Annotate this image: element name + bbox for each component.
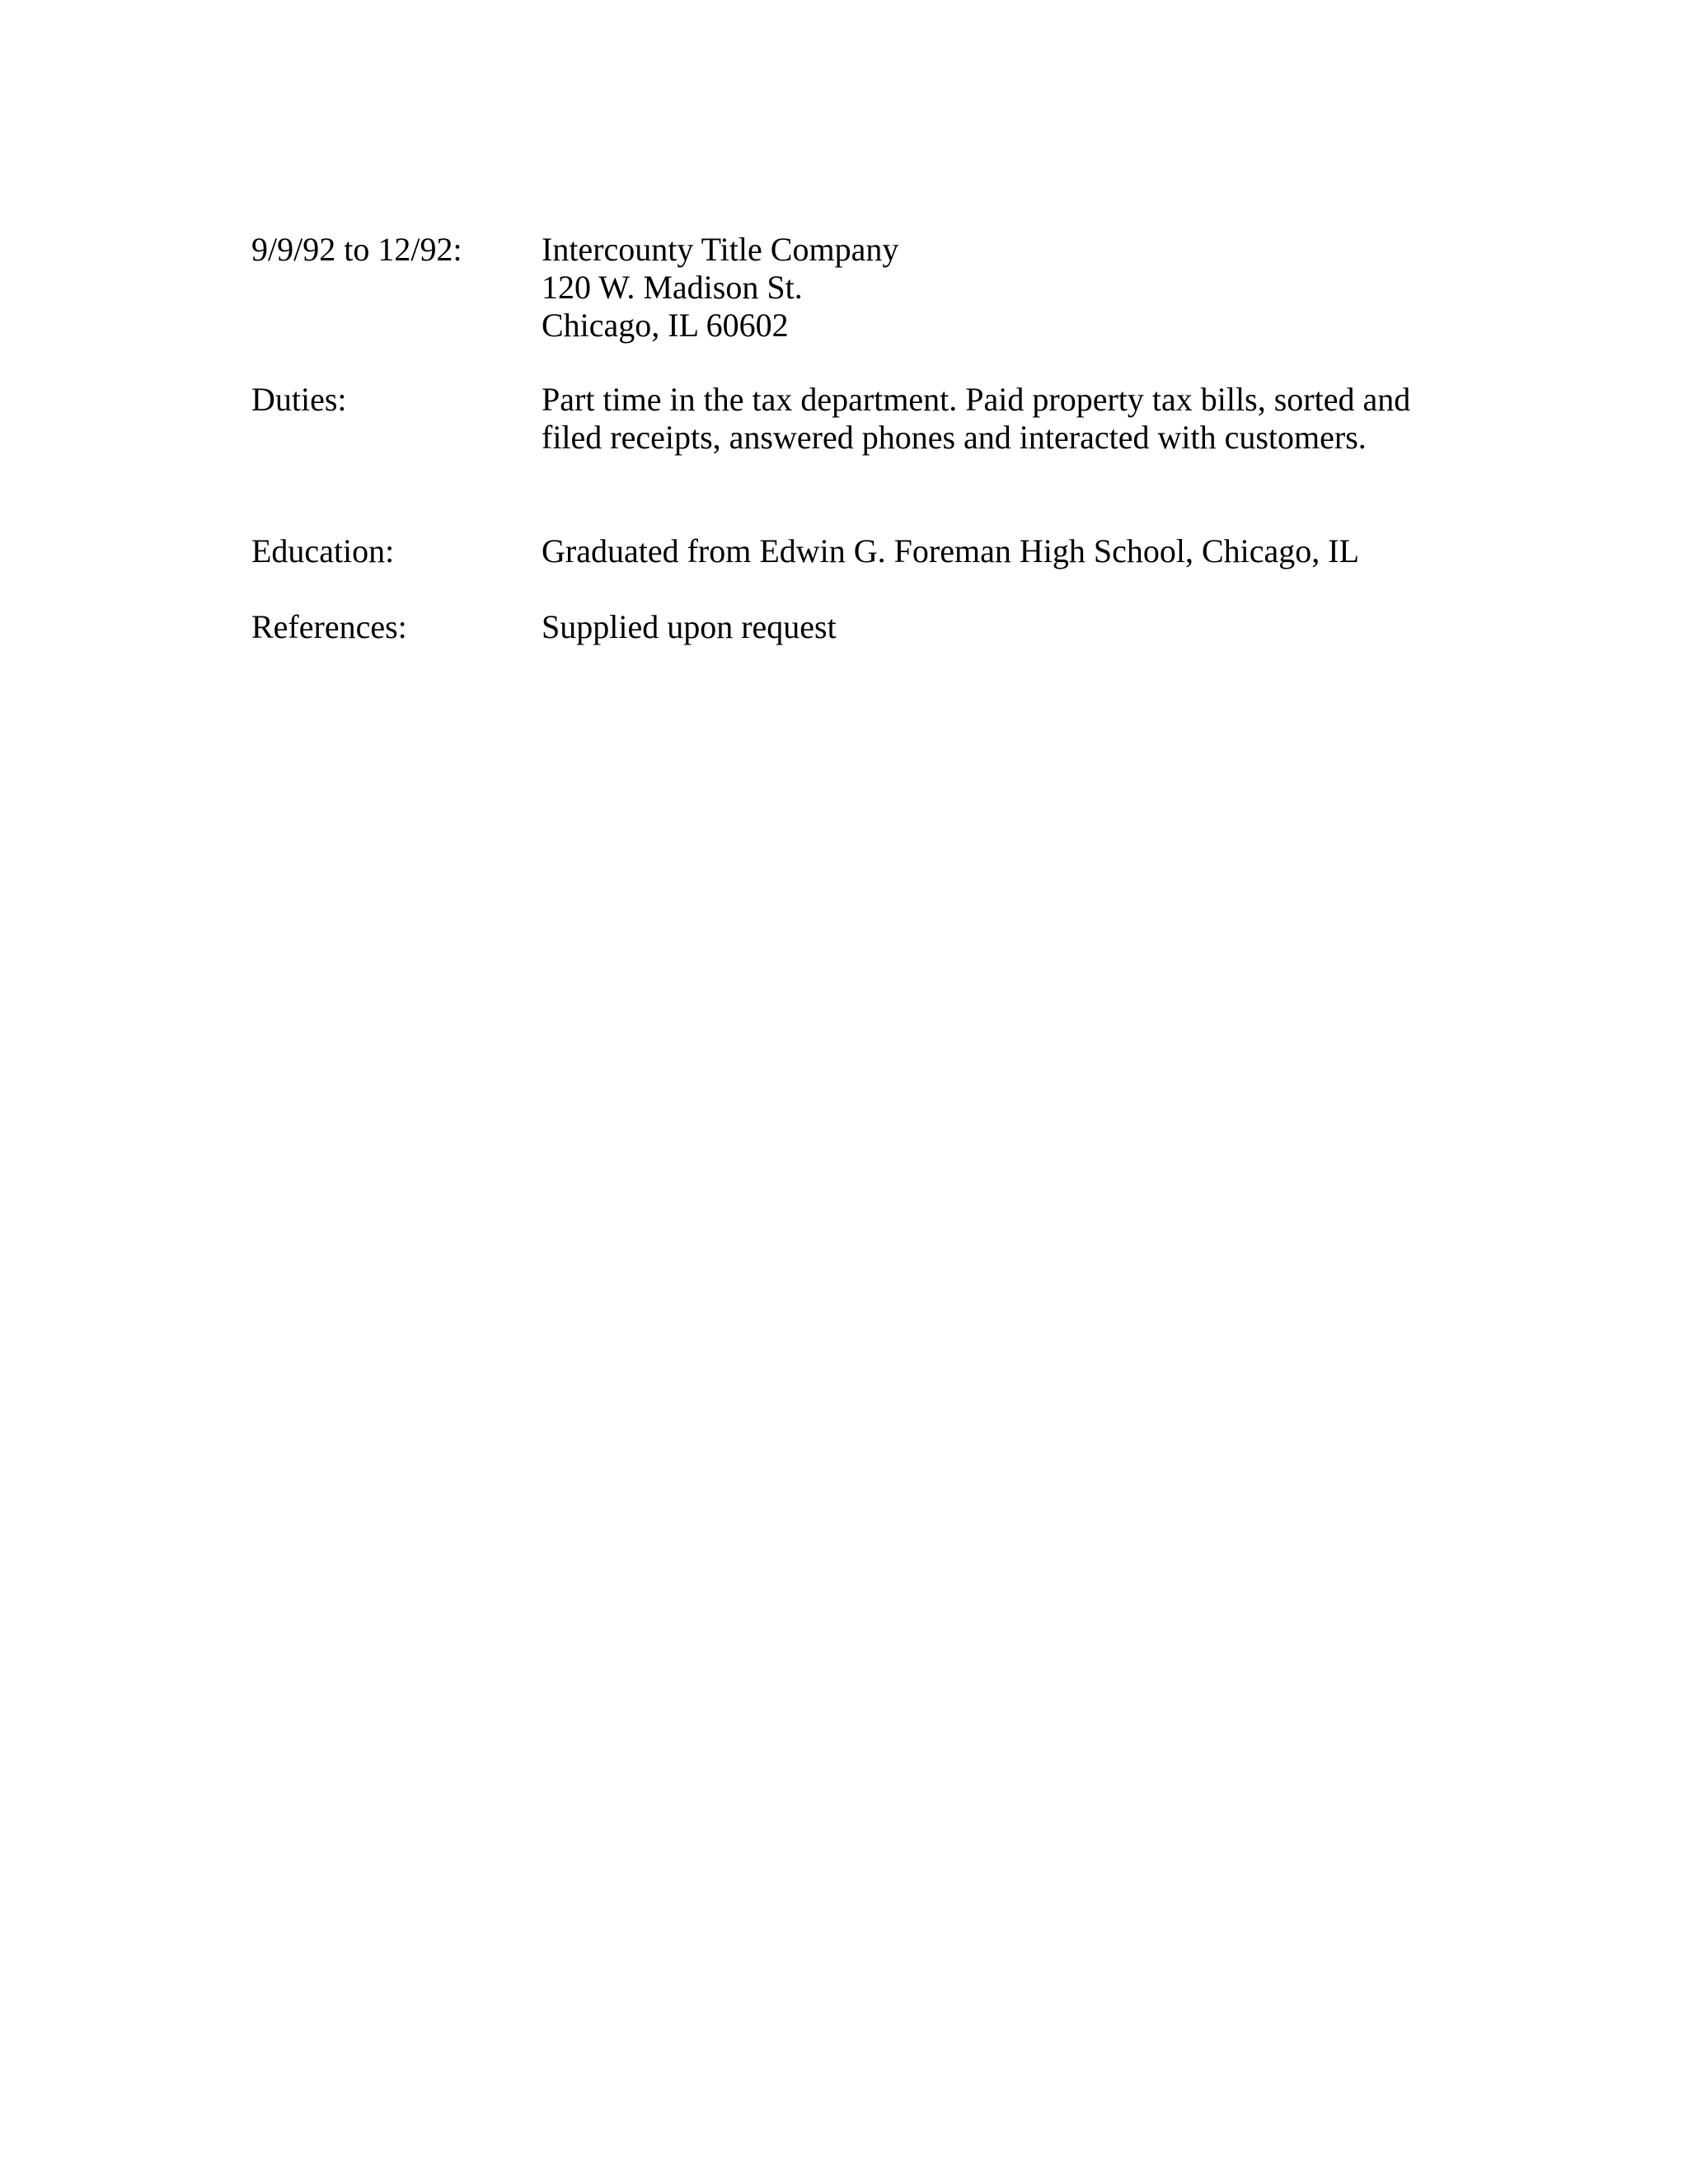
employment-dates-label: 9/9/92 to 12/92: [251, 231, 462, 268]
education-text: Graduated from Edwin G. Foreman High School, Chicago, IL [542, 532, 1360, 569]
employer-address-block [542, 231, 1448, 344]
employer-street: 120 W. Madison St. [542, 269, 803, 306]
education-label: Education: [251, 532, 395, 569]
duties-label: Duties: [251, 381, 347, 418]
references-description [542, 608, 1448, 646]
references-label: References: [251, 608, 407, 645]
duties-line-1: Part time in the tax department. Paid property tax bills, sorted and [542, 381, 1411, 418]
employer-name: Intercounty Title Company [542, 231, 899, 268]
duties-line-2: filed receipts, answered phones and interacted with customers. [542, 419, 1367, 456]
education-description [542, 532, 1448, 570]
employer-city: Chicago, IL 60602 [542, 307, 789, 344]
duties-description [542, 381, 1448, 457]
references-text: Supplied upon request [542, 608, 837, 645]
